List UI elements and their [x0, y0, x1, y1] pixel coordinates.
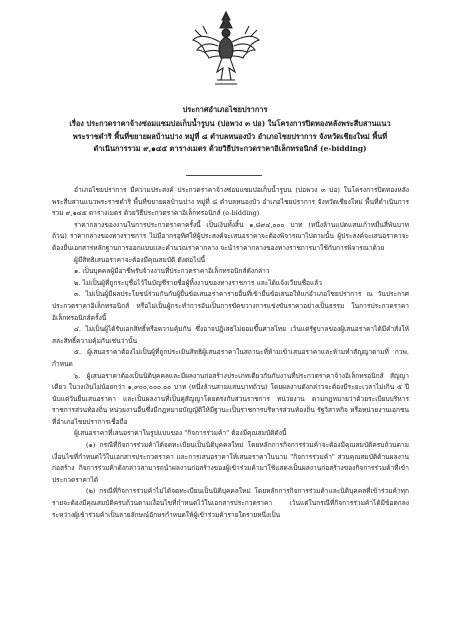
qualification-item-4: ๔. ไม่เป็นผู้ได้รับเอกสิทธิ์หรือความคุ้มกัน ซึ่งอาจปฏิเสธไม่ยอมขึ้นศาลไทย เว้นแต่รัฐบาลของผู้เสนอราคาได้มีคำสั่งให้สละสิทธิ์ความคุ้มกันเช่นว่านั้น: [52, 325, 409, 345]
joint-venture-case-2: (๒) กรณีที่กิจการร่วมค้าไม่ได้จดทะเบียนเป็นนิติบุคคลใหม่ โดยหลักการกิจการร่วมค้าและนิติบุคคลที่เข้าร่วมค้าทุกรายจะต้องมีคุณสมบัติครบถ้วนตามเงื่อนไขที่กำหนดไว้ในเอกสารประกวดราคา เว้นแต่ในกรณีที่กิจการร่วมค้าได้มีข้อตกลงระหว่างผู้เข้าร่วมค้าเป็นลายลักษณ์อักษรกำหนดให้ผู้เข้าร่วมค้ารายใดรายหนึ่งเป็น: [52, 487, 409, 519]
qualification-item-3: ๓. ไม่เป็นผู้มีผลประโยชน์ร่วมกันกับผู้ยื่นข้อเสนอราคารายอื่นที่เข้ายื่นข้อเสนอให้แก่อำเภอไชยปราการ ณ วันประกาศประกวดราคาอิเล็กทรอนิกส์ หรือไม่เป็นผู้กระทำการอันเป็นการขัดขวางการแข่งขันราคาอย่างเป็นธรรม ในการประกวดราคาอิเล็กทรอนิกส์ครั้งนี้: [52, 290, 409, 322]
joint-venture-heading: ผู้เสนอราคาที่เสนอราคาในรูปแบบของ "กิจการร่วมค้า" ต้องมีคุณสมบัติดังนี้: [74, 429, 287, 438]
joint-venture-case-1: (๑) กรณีที่กิจการร่วมค้าได้จดทะเบียนเป็นนิติบุคคลใหม่ โดยหลักการกิจการร่วมค้าจะต้องมีคุณสมบัติครบถ้วนตามเงื่อนไขที่กำหนดไว้ในเอกสารประกวดราคา และการเสนอราคาให้เสนอราคาในนาม "กิจการร่วมค้า" ส่วนคุณสมบัติด้านผลงานก่อสร้าง กิจการร่วมค้าดังกล่าวสามารถนำผลงานก่อสร้างของผู้เข้าร่วมค้ามาใช้แสดงเป็นผลงานก่อสร้างของกิจการร่วมค้าที่เข้าประกวดราคาได้: [52, 441, 409, 484]
qualification-item-2: ๒. ไม่เป็นผู้ที่ถูกระบุชื่อไว้ในบัญชีรายชื่อผู้ทิ้งงานของทางราชการ และได้แจ้งเวียนชื่อแล้ว: [74, 278, 322, 287]
paragraph-median-price: ราคากลางของงานในการประกวดราคาครั้งนี้ เป็นเงินทั้งสิ้น ๑,๘๙๔,๐๐๐ บาท (หนึ่งล้านแปดแสนเก้าหมื่นสี่พันบาทถ้วน) ราคากลางของทางราชการ ไม่มีอากรอุทิศให้ผู้ประสงค์จะเสนอราคาจะต้องพิจารณาไปตามนั้น ผู้ประสงค์จะเสนอราคาจะต้องยื่นเอกสารหลักฐานการออกแบบเเละคำนวณราคากลาง จะนำราคากลางของทางราชการมาใช้กับการพิจารณาด้วย: [52, 220, 409, 252]
garuda-emblem-icon: [189, 6, 263, 90]
qualification-item-5: ๕. ผู้เสนอราคาต้องไม่เป็นผู้ที่ถูกประเมินสิทธิผู้เสนอราคาในสถานะที่ห้ามเข้าเสนอราคาและห้ามทำสัญญาตามที่ กวพ. กำหนด: [52, 348, 409, 368]
announcement-body: [52, 185, 409, 521]
paragraph-intro: อำเภอไชยปราการ มีความประสงค์ ประกวดราคาจ้างซ่อมแซมบ่อเก็บน้ำรูบน (บ่อพวง ๓ บ่อ) ในโครงการปิดทองหลังพระสืบสานแนวพระราชดำริ พื้นที่ขยายผลบ้านปาง หมู่ที่ ๘ ตำบลหนองบัว อำเภอไชยปราการ จังหวัดเชียงใหม่ พื้นที่ดำเนินการรวม ๙,๑๔๕ ตารางเมตร ด้วยวิธีประกวดราคาอิเล็กทรอนิกส์ (e-bidding): [52, 186, 409, 218]
announcement-subject: เรื่อง ประกวดราคาจ้างซ่อมแซมบ่อเก็บน้ำรูบน (บ่อพวง ๓ บ่อ) ในโครงการปิดทองหลังพระสืบสานแนว พระราชดำริ พื้นที่ขยายผลบ้านปาง หมู่ที่ ๘ ตำบลหนองบัว อำเภอไชยปราการ จังหวัดเชียงใหม่ พื้นที่ ดำเนินการรวม ๙,๑๔๕ ตารางเมตร ด้วยวิธีประกวดราคาอิเล็กทรอนิกส์ (e-bidding): [69, 119, 391, 153]
paragraph-qualifications-heading: ผู้มีสิทธิเสนอราคาจะต้องมีคุณสมบัติ ดังต่อไปนี้: [74, 255, 206, 264]
qualification-item-6: ๖. ผู้เสนอราคาต้องเป็นนิติบุคคลและมีผลงานก่อสร้างประเภทเดียวกันกับงานที่ประกวดราคาจ้างอิเล็กทรอนิกส์ สัญญาเดียว ในวงเงินไม่น้อยกว่า ๑,๙๐๐,๐๐๐.๐๐ บาท (หนึ่งล้านสามแสนบาทถ้วน) โดยผลงานดังกล่าวจะต้องมีระยะเวลาไม่เกิน ๕ ปี นับแต่วันยื่นเสนอราคา และเป็นผลงานที่เป็นคู่สัญญาโดยตรงกับส่วนราชการ หน่วยงาน ตามกฎหมายว่าด้วยระเบียบบริหารราชการส่วนท้องถิ่น หน่วยงานอื่นซึ่งมีกฎหมายบัญญัติให้มีฐานะเป็นราชการบริหารส่วนท้องถิ่น รัฐวิสาหกิจ หรือหน่วยงานเอกชนที่อำเภอไชยปราการเชื่อถือ: [52, 371, 409, 426]
qualification-item-1: ๑. เป็นบุคคลผู้มีอาชีพรับจ้างงานที่ประกวดราคาอิเล็กทรอนิกส์ดังกล่าว: [74, 267, 270, 276]
issuer-heading: ประกาศอำเภอไชยปราการ: [182, 105, 268, 114]
divider: [186, 175, 262, 176]
